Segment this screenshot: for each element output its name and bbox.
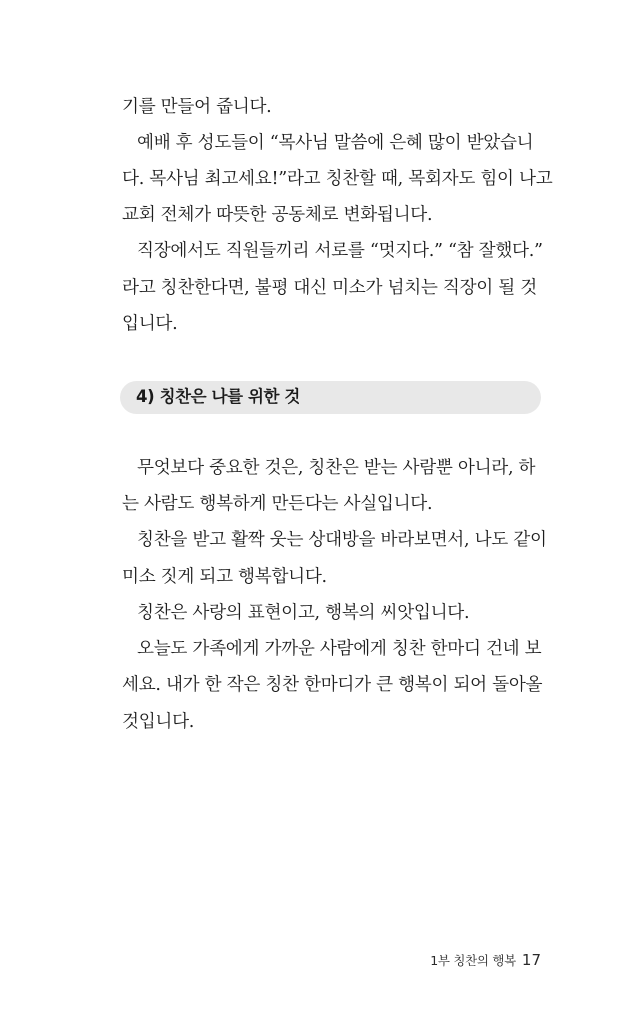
page-footer [430,951,541,969]
text-line: 는 사람도 행복하게 만든다는 사실입니다. [122,494,433,514]
text-line: 것입니다. [122,712,195,732]
chapter-title: 1부 칭찬의 행복 [430,953,516,968]
text-line: 직장에서도 직원들끼리 서로를 “멋지다.” “참 잘했다.” [137,241,543,261]
page-number: 17 [521,951,541,969]
text-line: 교회 전체가 따뜻한 공동체로 변화됩니다. [122,205,433,225]
text-line: 기를 만들어 줍니다. [122,97,272,117]
text-line: 세요. 내가 한 작은 칭찬 한마디가 큰 행복이 되어 돌아올 [122,675,543,695]
section-title: 4) 칭찬은 나를 위한 것 [136,387,300,406]
text-line: 다. 목사님 최고세요!”라고 칭찬할 때, 목회자도 힘이 나고 [122,169,553,189]
text-line: 오늘도 가족에게 가까운 사람에게 칭찬 한마디 건네 보 [137,639,542,659]
text-line: 예배 후 성도들이 “목사님 말씀에 은혜 많이 받았습니 [137,133,534,153]
text-line: 미소 짓게 되고 행복합니다. [122,567,327,587]
text-line: 무엇보다 중요한 것은, 칭찬은 받는 사람뿐 아니라, 하 [137,458,536,478]
text-line: 칭찬은 사랑의 표현이고, 행복의 씨앗입니다. [137,603,470,623]
text-line: 라고 칭찬한다면, 불평 대신 미소가 넘치는 직장이 될 것 [122,278,537,298]
text-line: 칭찬을 받고 활짝 웃는 상대방을 바라보면서, 나도 같이 [137,530,547,550]
text-line: 입니다. [122,314,178,334]
